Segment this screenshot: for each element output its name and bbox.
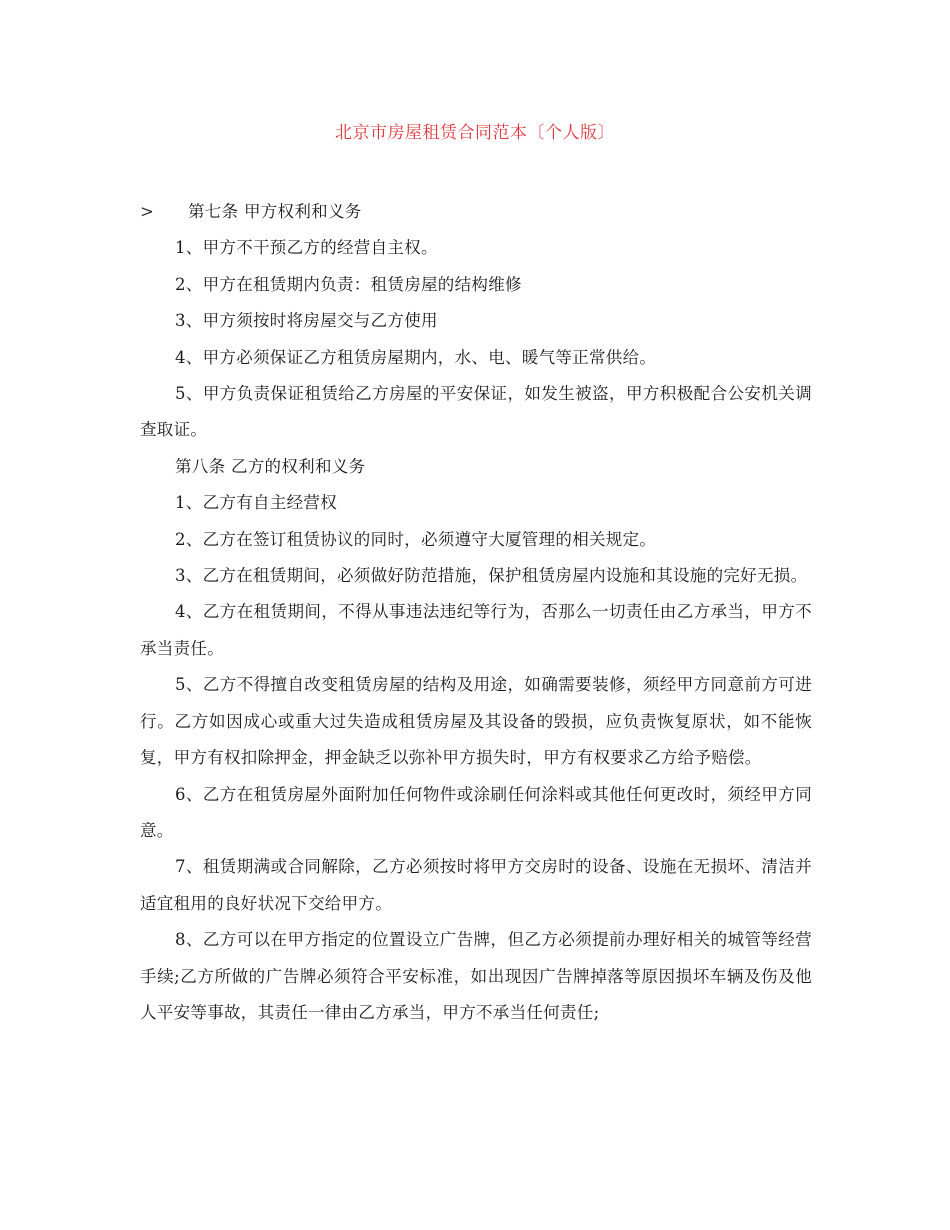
document-body (140, 194, 812, 1031)
section-heading-article-8: 第八条 乙方的权利和义务 (175, 456, 366, 476)
clause-8-4: 4、乙方在租赁期间，不得从事违法违纪等行为，否那么一切责任由乙方承当，甲方不承当责任。 (140, 602, 812, 658)
clause-8-6: 6、乙方在租赁房屋外面附加任何物件或涂刷任何涂料或其他任何更改时，须经甲方同意。 (140, 784, 812, 840)
clause-7-5: 5、甲方负责保证租赁给乙方房屋的平安保证，如发生被盗，甲方积极配合公安机关调查取证。 (140, 384, 812, 440)
clause-7-2: 2、甲方在租赁期内负责：租赁房屋的结构维修 (175, 274, 522, 294)
clause-8-2: 2、乙方在签订租赁协议的同时，必须遵守大厦管理的相关规定。 (175, 529, 657, 549)
clause-8-5: 5、乙方不得擅自改变租赁房屋的结构及用途，如确需要装修，须经甲方同意前方可进行。乙方如因成心或重大过失造成租赁房屋及其设备的毁损，应负责恢复原状，如不能恢复，甲方有权扣除押金，押金缺乏以弥补甲方损失时，甲方有权要求乙方给予赔偿。 (140, 675, 812, 768)
clause-8-3: 3、乙方在租赁期间，必须做好防范措施，保护租赁房屋内设施和其设施的完好无损。 (175, 566, 808, 586)
document-title: 北京市房屋租赁合同范本〔个人版〕 (335, 123, 615, 143)
clause-8-1: 1、乙方有自主经营权 (175, 493, 337, 513)
section-heading-text: 第七条 甲方权利和义务 (188, 202, 362, 221)
clause-7-3: 3、甲方须按时将房屋交与乙方使用 (175, 311, 438, 331)
clause-8-8: 8、乙方可以在甲方指定的位置设立广告牌，但乙方必须提前办理好相关的城管等经营手续;乙方所做的广告牌必须符合平安标准，如出现因广告牌掉落等原因损坏车辆及伤及他人平安等事故，其责任一律由乙方承当，甲方不承当任何责任; (140, 930, 812, 1022)
clause-8-7: 7、租赁期满或合同解除，乙方必须按时将甲方交房时的设备、设施在无损坏、清洁并适宜租用的良好状况下交给甲方。 (140, 857, 812, 913)
clause-7-4: 4、甲方必须保证乙方租赁房屋期内，水、电、暖气等正常供给。 (175, 347, 657, 367)
section-heading-article-7 (140, 194, 812, 230)
arrow-bullet-icon: > (140, 202, 155, 221)
clause-7-1: 1、甲方不干预乙方的经营自主权。 (175, 238, 438, 258)
